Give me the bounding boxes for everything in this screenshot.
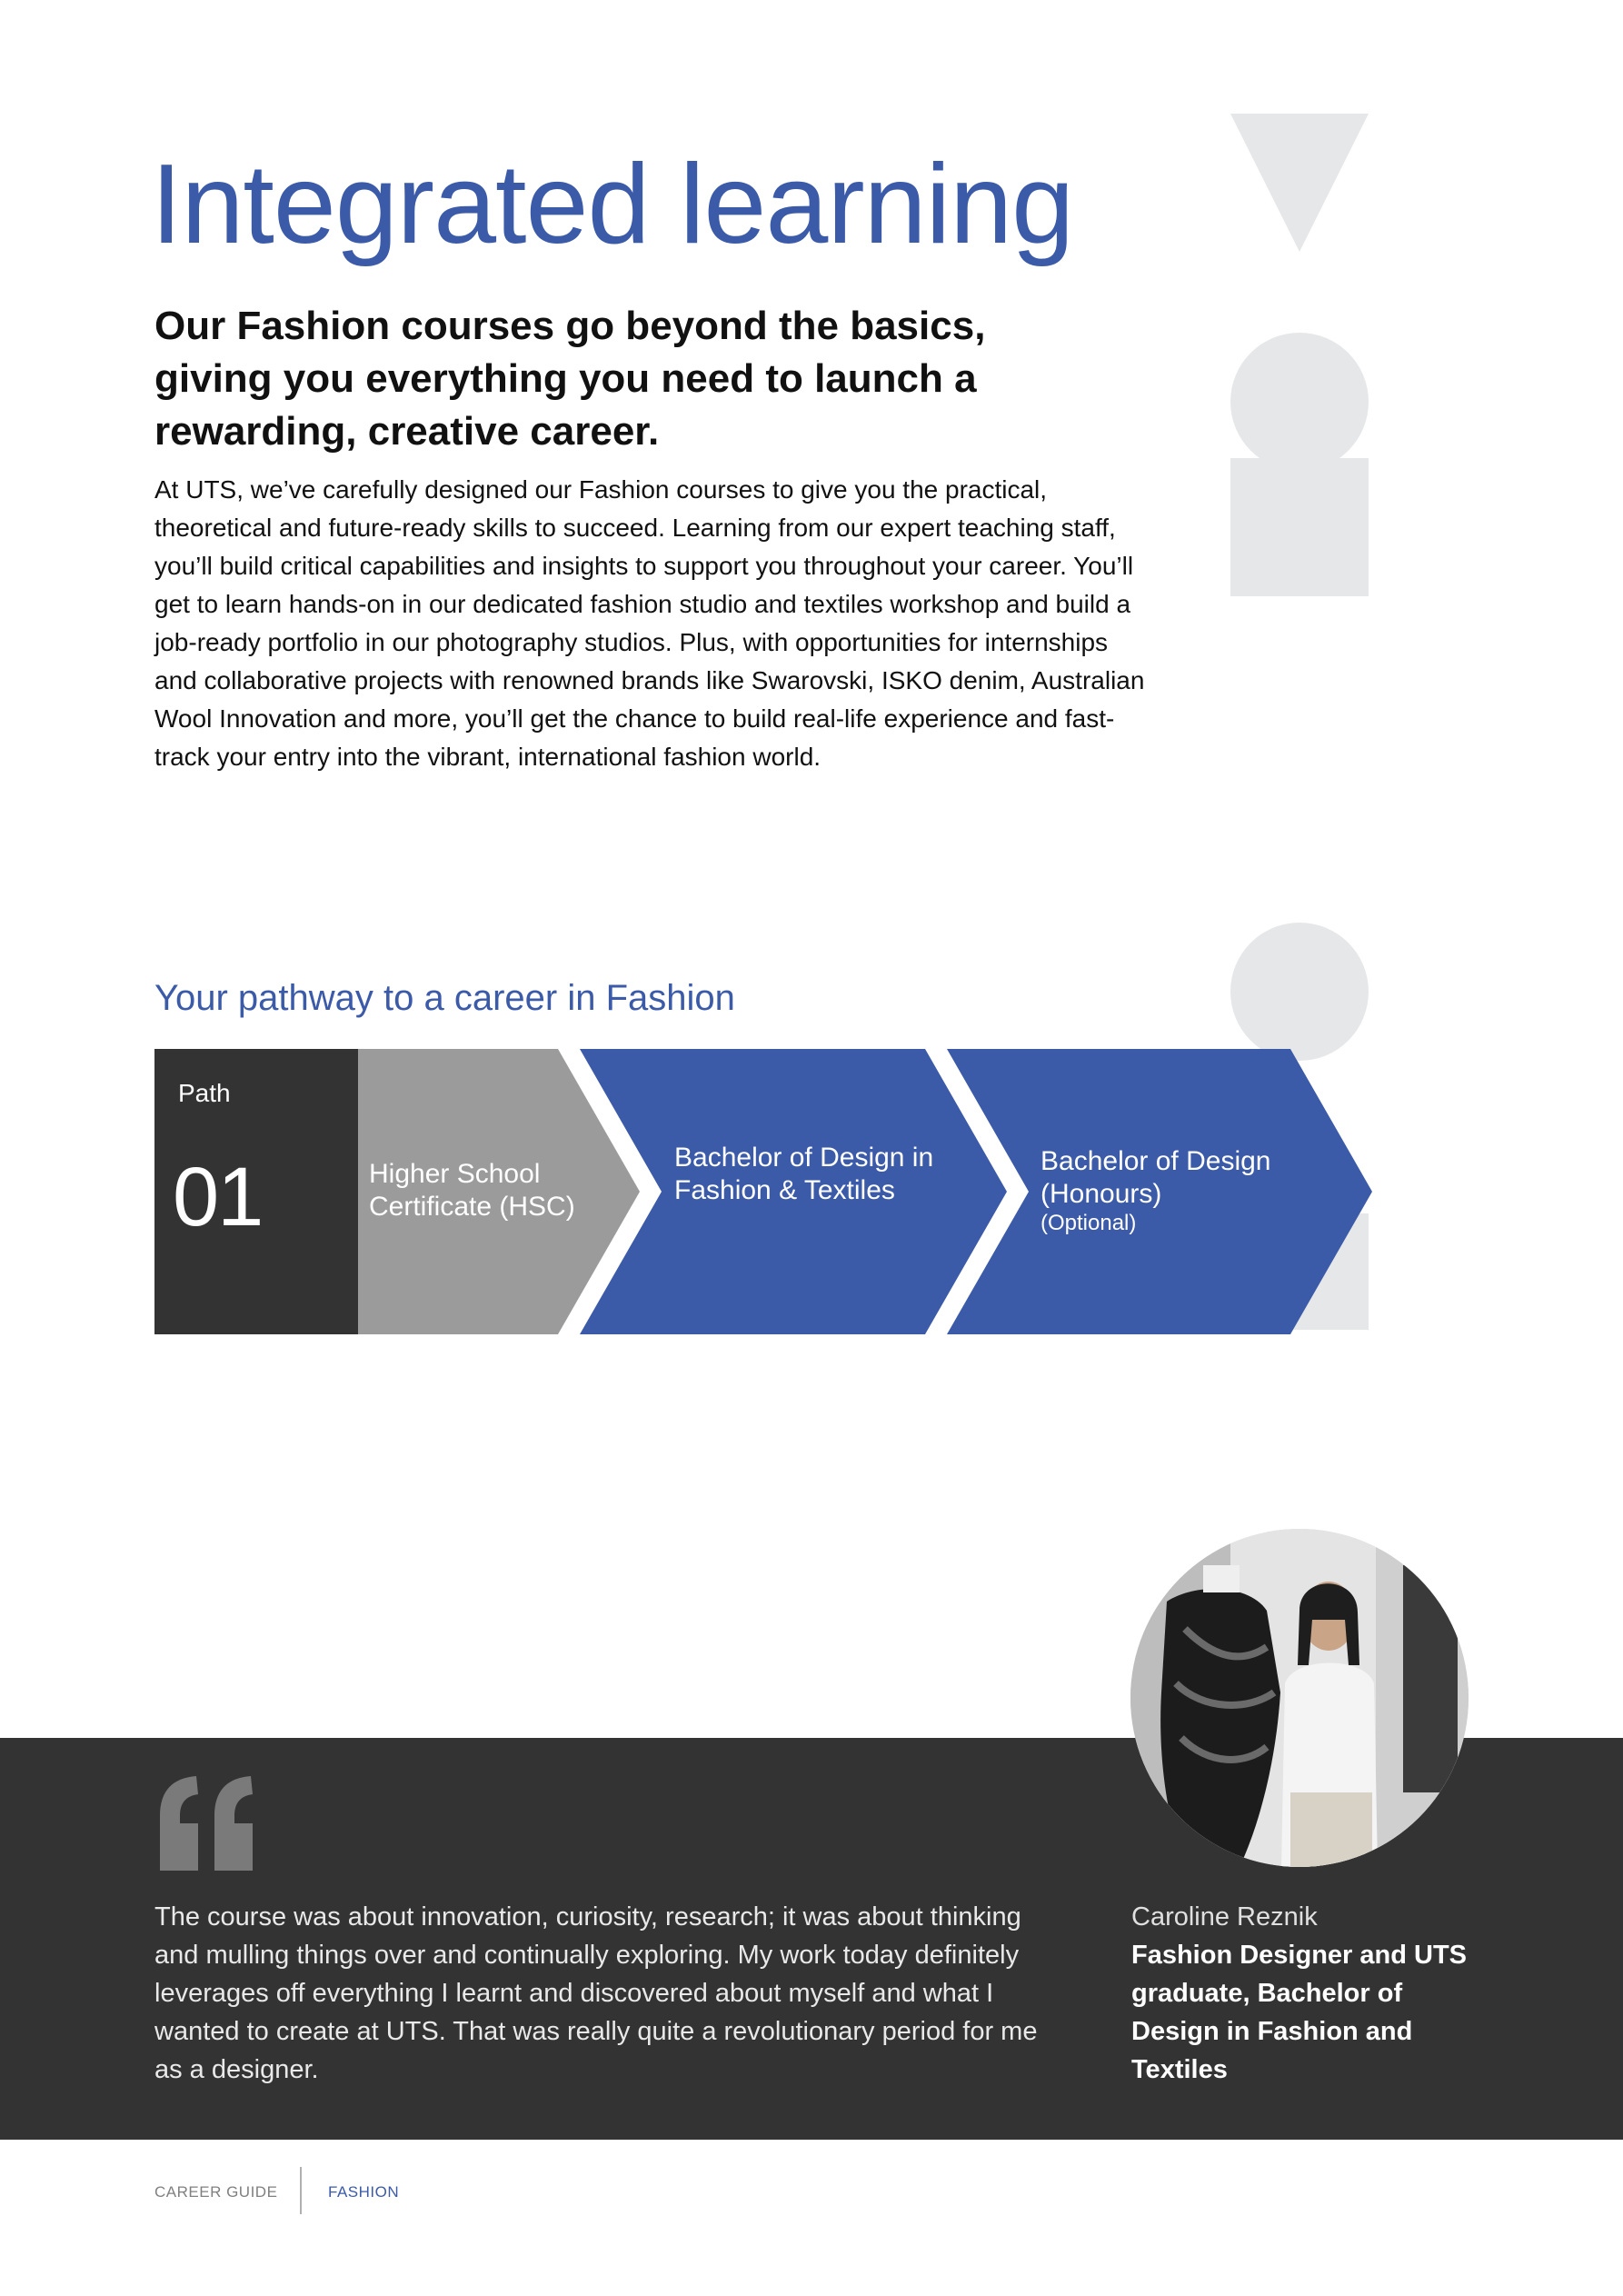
decorative-square	[1230, 458, 1369, 596]
step-label: Higher School Certificate (HSC)	[369, 1159, 575, 1222]
path-number: 01	[173, 1151, 263, 1243]
graduate-portrait-photo	[1130, 1529, 1469, 1867]
pathway-diagram	[154, 1049, 1372, 1334]
testimonial-name: Caroline Reznik	[1131, 1902, 1318, 1932]
portrait-illustration	[1130, 1529, 1469, 1867]
footer-section-label: FASHION	[328, 2183, 400, 2201]
page-title: Integrated learning	[151, 142, 1074, 267]
path-label: Path	[178, 1079, 231, 1107]
path-label-box	[154, 1049, 358, 1334]
step-optional-note: (Optional)	[1041, 1211, 1137, 1235]
decorative-circle	[1230, 333, 1369, 471]
footer-guide-label: CAREER GUIDE	[154, 2183, 278, 2201]
footer-divider	[300, 2167, 302, 2214]
pathway-title: Your pathway to a career in Fashion	[154, 978, 735, 1018]
testimonial-role: Fashion Designer and UTS graduate, Bachelor of Design in Fashion and Textiles	[1131, 1941, 1467, 2084]
decorative-triangle	[1230, 114, 1369, 252]
step-label: Bachelor of Design (Honours)	[1041, 1146, 1271, 1209]
decorative-circle	[1230, 923, 1369, 1061]
lead-paragraph: Our Fashion courses go beyond the basics, giving you everything you need to launch a rewarding, creative career.	[154, 304, 986, 454]
step-hsc	[369, 1158, 587, 1223]
quote-mark-icon	[154, 1776, 260, 1871]
step-honours	[1041, 1145, 1331, 1236]
step-bachelor	[674, 1142, 947, 1207]
testimonial-attribution	[1131, 1898, 1495, 2089]
body-paragraph: At UTS, we’ve carefully designed our Fashion courses to give you the practical, theoretical and future-ready skills to succeed. Learning from our expert teaching staff, you’ll build critical capabilities and insights to support you throughout your career. You’ll get to learn hands-on in our dedicated fashion studio and textiles workshop and build a job-ready portfolio in our photography studios. Plus, with opportunities for internships and collaborative projects with renowned brands like Swarovski, ISKO denim, Australian Wool Innovation and more, you’ll get the chance to build real-life experience and fast-track your entry into the vibrant, international fashion world.	[154, 475, 1145, 771]
testimonial-quote: The course was about innovation, curiosity, research; it was about thinking and mulling things over and continually exploring. My work today definitely leverages off everything I learnt and discovered about myself and what I wanted to create at UTS. That was really quite a revolutionary period for me as a designer.	[154, 1902, 1038, 2084]
step-label: Bachelor of Design in Fashion & Textiles	[674, 1143, 934, 1205]
